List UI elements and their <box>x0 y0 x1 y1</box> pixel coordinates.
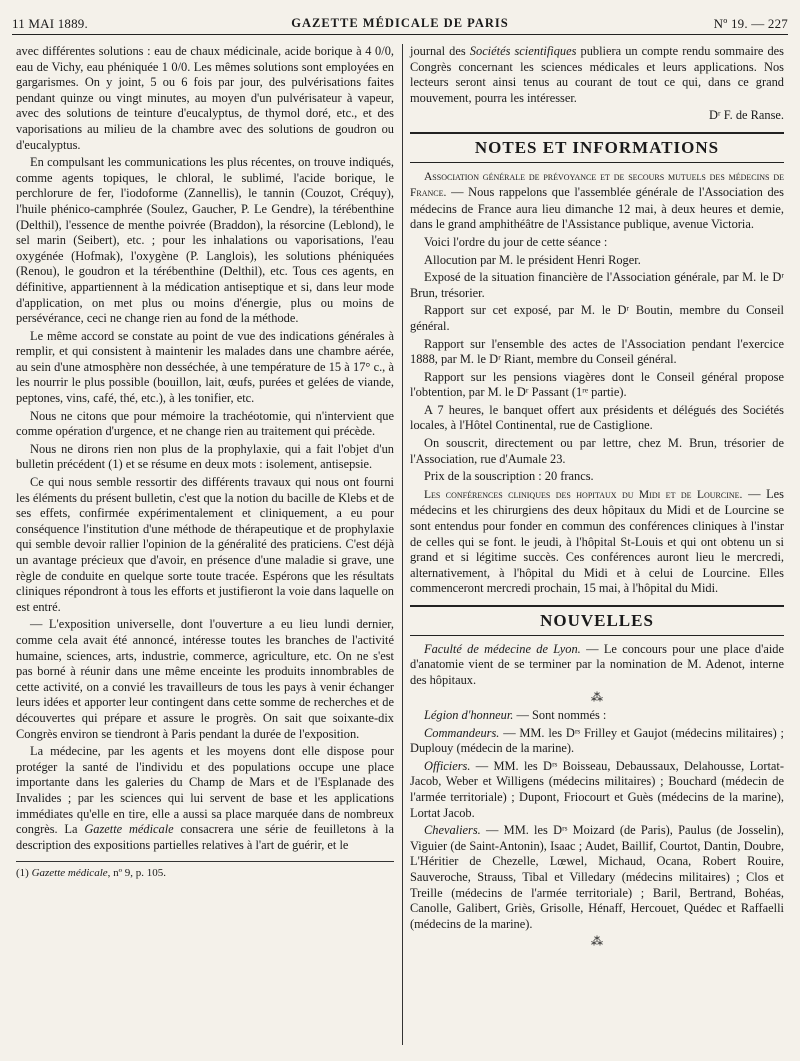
journal-name: Gazette médicale <box>31 867 108 880</box>
text-run: — Nous rappelons que l'assemblée générale de l'Association des médecins de France aura lieu dimanche 12 mai, à deux heures et demie, dans le grand amphithéâtre de l'Assistance publique, avenue Victoria. <box>410 185 784 232</box>
notes-section-header <box>410 132 784 163</box>
issue-date: 11 MAI 1889. <box>12 16 88 31</box>
page-number: Nº 19. — 227 <box>713 16 788 31</box>
paragraph <box>410 642 784 689</box>
text-run: — MM. les Dʳˢ Frilley et Gaujot (médecins militaires) ; Duplouy (médecin de la marine). <box>410 725 784 756</box>
news-section-header <box>410 605 784 636</box>
paragraph: A 7 heures, le banquet offert aux présidents et délégués des Sociétés locales, à l'Hôtel Continental, rue de Castiglione. <box>410 402 784 433</box>
separator-mark: ⁂ <box>591 934 603 949</box>
paragraph <box>410 823 784 932</box>
paragraph <box>410 726 784 757</box>
page-header <box>12 10 788 36</box>
text-run: journal des <box>410 44 470 58</box>
paragraph <box>16 744 394 853</box>
paragraph: Le même accord se constate au point de vue des indications générales à remplir, et qui consistent à maintenir les malades dans une chambre aérée, au sein d'une atmosphère non desséchée, à une température de 15 à 17° c., à les nourrir le plus possible (bouillon, lait, œufs, purées et gelées de viande, peptones, vins, café, thé, etc.), à les tonifier, etc. <box>16 328 394 406</box>
footnote-ref: , nº 9, p. 105. <box>107 867 167 880</box>
paragraph: Prix de la souscription : 20 francs. <box>424 469 594 484</box>
separator-mark: ⁂ <box>591 690 603 705</box>
item-heading: Faculté de médecine de Lyon. <box>424 641 581 656</box>
item-heading: Chevaliers. <box>424 823 481 838</box>
paragraph <box>410 487 784 597</box>
left-column <box>16 44 394 1045</box>
publication-title: GAZETTE MÉDICALE DE PARIS <box>291 16 509 30</box>
agenda-item: Exposé de la situation financière de l'Association générale, par M. le Dʳ Brun, trésorier. <box>410 270 784 300</box>
agenda-item: Rapport sur cet exposé, par M. le Dʳ Boutin, membre du Conseil général. <box>410 303 784 333</box>
paragraph: — L'exposition universelle, dont l'ouverture a eu lieu lundi dernier, comme cela avait été annoncé, intéresse toutes les branches de l'activité humaine, sciences, arts, industrie, commerce, agriculture, etc. On ne s'est pas borné à réunir dans une même enceinte les produits innombrables de cette activité, on a convié les travailleurs de tous les pays à venir échanger leurs idées et apporter leur contingent dans cette somme de recherches et de découvertes qui prépare et assure le progrès. On sait que soixante-dix Congrès environ se tiendront à Paris pendant la durée de l'exposition. <box>16 617 394 741</box>
author-signature: Dʳ F. de Ranse. <box>708 108 784 123</box>
paragraph <box>410 759 784 821</box>
item-heading: Commandeurs. <box>424 725 500 740</box>
text-run: La médecine, par les agents et les moyens dont elle dispose pour protéger la santé de l'individu et des populations occupe une place importante dans les galeries du Champ de Mars et de l'Esplanade des Invalides ; par les sciences qui lui servent de base et les applications immédiates qu'elle en tire, elle a aussi sa place marquée dans de nombreux congrès. La <box>16 744 394 837</box>
agenda-item: Allocution par M. le président Henri Roger. <box>424 252 641 267</box>
text-run: publiera un compte rendu sommaire des Congrès concernant les sciences médicales et leurs applications. Nos lecteurs seront ainsi tenus au courant de tout ce qui, dans ce grand mouvement, pourra les intéresser. <box>410 44 784 105</box>
paragraph: Nous ne citons que pour mémoire la trachéotomie, qui n'intervient que comme opération d'urgence, et ne change rien au traitement qui précède. <box>16 408 394 439</box>
text-run: — Les médecins et les chirurgiens des deux hôpitaux du Midi et de Lourcine se sont entendus pour fonder en commun des conférences cliniques à l'instar de celles qui se font. le jeudi, à l'hôpital St-Louis et qui ont obtenu un si grand et si légitime succès. Ces conférences auront lieu le mercredi, alternativement, à l'hôpital du Midi et à celui de Lourcine. Elles commenceront mercredi prochain, 15 mai, à l'hôpital du Midi. <box>410 486 784 596</box>
journal-name: Sociétés scientifiques <box>469 44 577 58</box>
paragraph <box>410 169 784 233</box>
item-heading: Association générale de prévoyance et de secours mutuels des médecins de France. <box>410 170 784 200</box>
section-title: NOUVELLES <box>540 611 654 630</box>
text-run: — Le concours pour une place d'aide d'anatomie vient de se terminer par la nomination de M. Adenot, interne des hôpitaux. <box>410 641 784 687</box>
paragraph: Nous ne dirons rien non plus de la prophylaxie, qui a fait l'objet d'un bulletin précédent (1) et se résume en deux mots : isolement, antisepsie. <box>16 441 394 472</box>
header-rule <box>12 34 788 35</box>
column-divider <box>402 44 403 1045</box>
paragraph <box>410 44 784 106</box>
footnote-marker: (1) <box>16 867 32 880</box>
paragraph: Voici l'ordre du jour de cette séance : <box>424 234 608 249</box>
text-run: — MM. les Dʳˢ Boisseau, Debaussaux, Delahousse, Lortat-Jacob, Weber et Willigens (médecins militaires) ; Bouchard (médecin de l'armée territoriale) ; Dupont, Friocourt et Guès (médecins de la marine), Lortat Jacob. <box>410 758 784 820</box>
agenda-item: Rapport sur les pensions viagères dont le Conseil général propose l'obtention, par M. le Dʳ Passant (1ʳᵉ partie). <box>410 369 784 400</box>
journal-name: Gazette médicale <box>84 822 174 837</box>
text-run: — MM. les Dʳˢ Moizard (de Paris), Paulus (de Josselin), Viguier (de Saint-Antonin), Isaac ; Audet, Baillif, Courtot, Dantin, Doubre, L'Héritier de Chezelle, Lœwel, Michaud, Ocana, Robert Rouire, Sauveroche, Strauss, Tibal et Villedary (médecins militaires) ; Clos et Treille (médecins de l'armée territoriale) ; Baril, Bertrand, Bohéas, Canolle, Galibert, Griès, Grisolle, Hénaff, Hercouet, Quédec et Raffaelli (médecins de la marine). <box>410 823 784 931</box>
paragraph: avec différentes solutions : eau de chaux médicinale, acide borique à 4 0/0, eau de Vichy, eau phéniquée 1 0/0. Les mêmes solutions sont employées en gargarismes. On y joint, 5 ou 6 fois par jour, des pulvérisations faites pendant quinze ou vingt minutes, au moyen d'un pulvérisateur à vapeur, avec des solutions de teinture d'eucalyptus, de thymol doré, etc., et des vaporisations au milieu de la chambre avec des solutions de goudron ou d'eucalyptus. <box>16 44 394 152</box>
section-title: NOTES ET INFORMATIONS <box>474 137 720 157</box>
paragraph: En compulsant les communications les plus récentes, on trouve indiqués, comme agents topiques, le chloral, le sublimé, l'acide borique, le perchlorure de fer, l'iodoforme (Zannellis), le tannin (Couzot, Créquy), l'huile phénico-camphrée (Soulez, Gaucher, P. Le Gendre), la térébenthine (Delthil), l'essence de menthe poivrée (Braddon), la résorcine (Leblond), le sel marin (Seibert), etc. ; pour les inhalations ou vaporisations, l'eau oxygénée (Hofmak), l'oxygène (P. Langlois), les solutions phéniquées (Renou), le goudron et la térébenthine (Delthil), etc. Tous ces agents, en définitive, appartiennent à la médication antiseptique et si, dans leur mode d'application, on met plus ou moins d'énergie, plus ou moins de persévérance, ceci ne change rien au fond de la méthode. <box>16 155 394 326</box>
footnote-rule <box>16 861 394 862</box>
item-heading: Les conférences cliniques des hopitaux du Midi et de Lourcine. <box>424 488 743 501</box>
text-run: — Sont nommés : <box>513 707 607 722</box>
agenda-item: Rapport sur l'ensemble des actes de l'Association pendant l'exercice 1888, par M. le Dʳ Riant, membre du Conseil général. <box>410 336 784 367</box>
item-heading: Légion d'honneur. <box>424 707 514 722</box>
paragraph <box>410 708 784 724</box>
right-column <box>410 44 784 1045</box>
text-run: consacrera une série de feuilletons à la description des expositions partielles relatives à l'art de guérir, et le <box>16 822 394 852</box>
paragraph: On souscrit, directement ou par lettre, chez M. Brun, trésorier de l'Association, rue d'Aumale 23. <box>410 436 784 466</box>
footnote <box>16 866 394 882</box>
paragraph: Ce qui nous semble ressortir des différents travaux qui nous ont fourni les éléments du présent bulletin, c'est que la notion du bacille de Klebs et de ses effets, confirmée expérimentalement et cliniquement, a eu pour conséquence l'institution d'une méthode de thérapeutique et de prophylaxie qui semble devoir rallier l'opinion de la généralité des praticiens. C'est déjà un avantage précieux que d'avoir, en présence d'une maladie si grave, une règle de conduite en quelque sorte toute tracée. Espérons que les résultats cliniques répondront à tous les efforts et justifieront la voie dans laquelle on est entré. <box>16 475 394 614</box>
item-heading: Officiers. <box>424 758 471 773</box>
